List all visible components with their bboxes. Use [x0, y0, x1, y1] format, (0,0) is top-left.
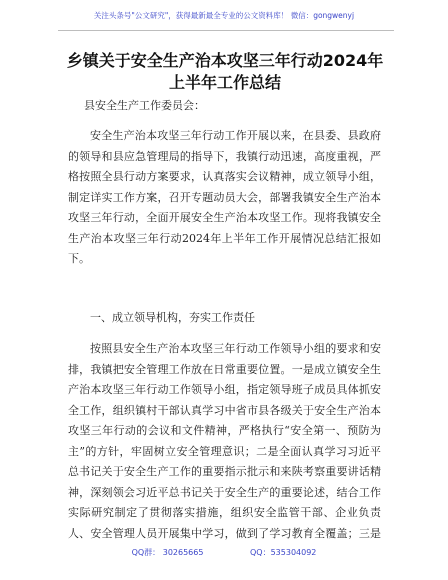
- header-notice: 关注头条号"公文研究"，获得最新最全专业的公文资料库！ 微信：gongwenyj: [93, 11, 355, 20]
- salutation: 县安全生产工作委员会：: [84, 99, 205, 112]
- paragraph-section-1: 按照县安全生产治本攻坚三年行动工作领导小组的要求和安排，我镇把安全管理工作放在日常重要位置。一是成立镇安全生产治本攻坚三年行动工作领导小组，指定领导班子成员具体抓安全工作，组织镇村干部认真学习中省市县各级关于安全生产治本攻坚三年行动的会议和文件精神，严格执行“安全第一、预防为主”的方针，牢固树立安全管理意识；二是全面认真学习习近平总书记关于安全生产工作的重要指示批示和来陕考察重要讲话精神，深刻领会习近平总书记关于安全生产的重要论述，结合工作实际研究制定了贯彻落实措施，组织安全监管干部、企业负责人、安全管理人员开展集中学习，做到了学习教育全覆盖；三是: [68, 342, 381, 540]
- document-title: 乡镇关于安全生产治本攻坚三年行动2024年上半年工作总结: [66, 51, 384, 92]
- footer-qq-group: QQ群： 30265665: [131, 548, 204, 557]
- footer-qq: QQ：535304092: [250, 548, 317, 557]
- footer-contact: [0, 547, 448, 558]
- header-divider: [58, 30, 394, 31]
- section-heading-1: 一、成立领导机构，夯实工作责任: [90, 311, 255, 324]
- paragraph-intro: 安全生产治本攻坚三年行动工作开展以来，在县委、县政府的领导和县应急管理局的指导下，我镇行动迅速，高度重视，严格按照全县行动方案要求，认真落实会议精神，成立领导小组，制定详实工作方案，召开专题动员大会，部署我镇安全生产治本攻坚三年行动，全面开展安全生产治本攻坚工作。现将我镇安全生产治本攻坚三年行动2024年上半年工作开展情况总结汇报如下。: [68, 129, 381, 265]
